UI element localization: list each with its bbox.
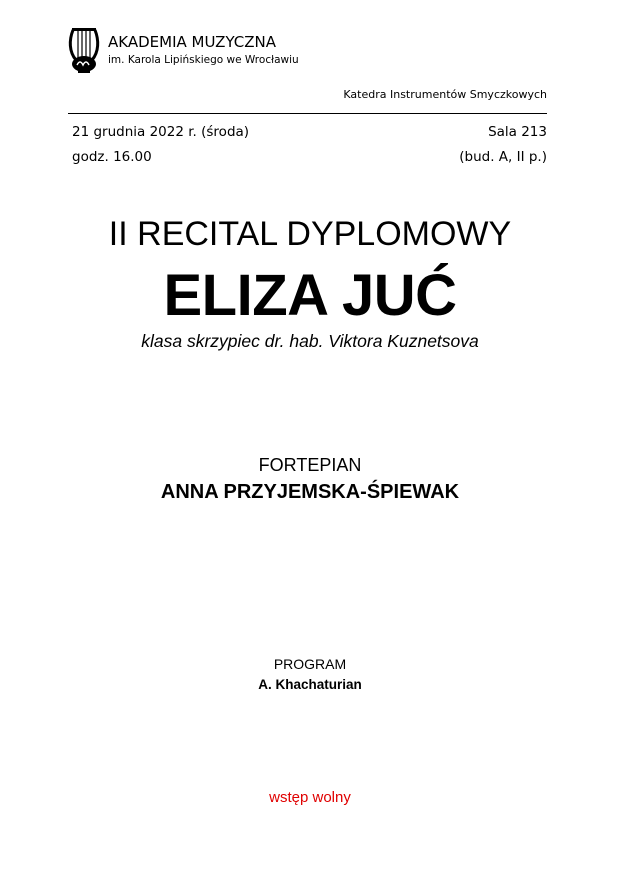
header-divider bbox=[68, 113, 547, 114]
event-time: godz. 16.00 bbox=[72, 149, 152, 165]
institution-name: AKADEMIA MUZYCZNA bbox=[108, 33, 277, 51]
accompanist-label: FORTEPIAN bbox=[258, 455, 362, 475]
institution-subtitle: im. Karola Lipińskiego we Wrocławiu bbox=[108, 54, 299, 66]
department-name: Katedra Instrumentów Smyczkowych bbox=[343, 88, 547, 101]
class-info: klasa skrzypiec dr. hab. Viktora Kuznetsova bbox=[141, 331, 479, 351]
performer-name: ELIZA JUĆ bbox=[163, 263, 457, 328]
event-building: (bud. A, II p.) bbox=[459, 149, 547, 165]
entry-note: wstęp wolny bbox=[269, 789, 351, 806]
event-date: 21 grudnia 2022 r. (środa) bbox=[72, 124, 250, 140]
program-composer: A. Khachaturian bbox=[258, 677, 362, 692]
accompanist-name: ANNA PRZYJEMSKA-ŚPIEWAK bbox=[160, 481, 460, 503]
recital-title: II RECITAL DYPLOMOWY bbox=[108, 215, 512, 253]
event-room: Sala 213 bbox=[488, 124, 547, 140]
lyre-logo-icon bbox=[68, 26, 100, 74]
program-label: PROGRAM bbox=[273, 656, 347, 672]
